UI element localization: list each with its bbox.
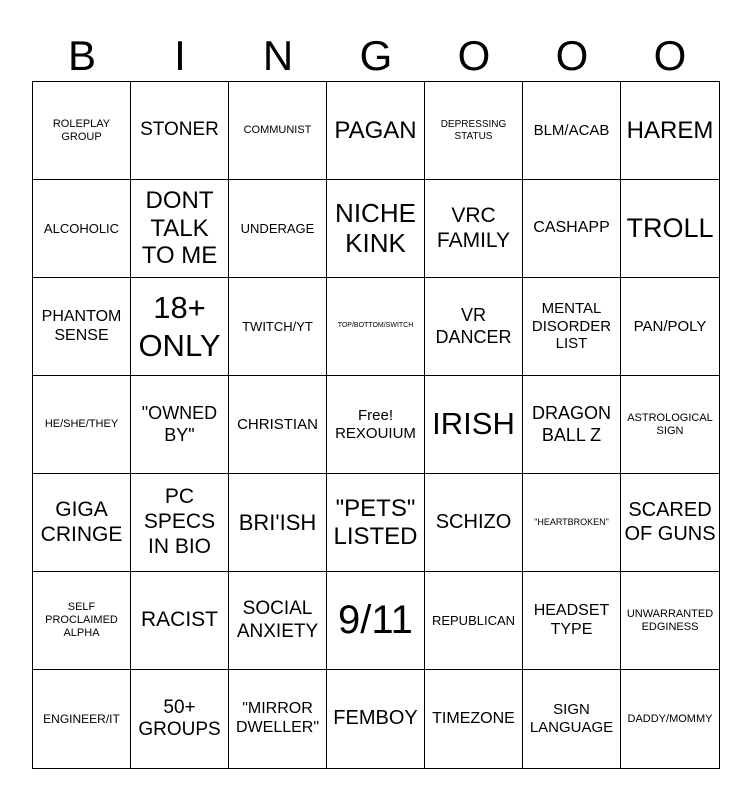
bingo-cell-r1-c1[interactable] (131, 180, 229, 278)
cell-label: ENGINEER/IT (43, 711, 120, 726)
bingo-cell-r2-c6[interactable] (621, 278, 719, 376)
bingo-cell-r6-c6[interactable] (621, 670, 719, 768)
bingo-cell-r6-c1[interactable] (131, 670, 229, 768)
bingo-cell-r1-c2[interactable] (229, 180, 327, 278)
bingo-cell-r3-c5[interactable] (523, 376, 621, 474)
bingo-cell-r5-c6[interactable] (621, 572, 719, 670)
header-letter-o-3: O (653, 32, 687, 79)
bingo-cell-r0-c1[interactable] (131, 82, 229, 180)
cell-label: "MIRROR DWELLER" (235, 700, 320, 736)
bingo-cell-r0-c4[interactable] (425, 82, 523, 180)
bingo-cell-r4-c3[interactable] (327, 474, 425, 572)
cell-label: MENTAL DISORDER LIST (531, 299, 612, 353)
cell-label: PAGAN (334, 116, 417, 144)
bingo-cell-r5-c2[interactable] (229, 572, 327, 670)
cell-label: PHANTOM SENSE (41, 307, 122, 344)
bingo-cell-r1-c3[interactable] (327, 180, 425, 278)
bingo-cell-r3-c2[interactable] (229, 376, 327, 474)
bingo-cell-r3-c4[interactable] (425, 376, 523, 474)
cell-label: SELF PROCLAIMED ALPHA (45, 601, 118, 639)
cell-label: DONT TALK TO ME (141, 187, 218, 270)
bingo-header (33, 30, 719, 82)
bingo-cell-r0-c2[interactable] (229, 82, 327, 180)
bingo-cell-r6-c2[interactable] (229, 670, 327, 768)
cell-label: HAREM (626, 116, 714, 144)
bingo-cell-r6-c3[interactable] (327, 670, 425, 768)
bingo-cell-r5-c4[interactable] (425, 572, 523, 670)
bingo-cell-r4-c4[interactable] (425, 474, 523, 572)
cell-label: CHRISTIAN (237, 415, 318, 433)
header-letter-g: G (359, 32, 393, 79)
bingo-cell-r1-c6[interactable] (621, 180, 719, 278)
header-letter-o-1: O (457, 32, 491, 79)
bingo-cell-r6-c5[interactable] (523, 670, 621, 768)
bingo-cell-r0-c6[interactable] (621, 82, 719, 180)
cell-label: BRI'ISH (238, 509, 317, 535)
bingo-cell-r0-c3[interactable] (327, 82, 425, 180)
cell-label: 18+ ONLY (138, 290, 221, 363)
cell-label: IRISH (432, 406, 515, 442)
cell-label: VR DANCER (435, 305, 512, 347)
cell-label: TROLL (626, 212, 714, 243)
cell-label: DADDY/MOMMY (627, 712, 713, 725)
cell-label: UNDERAGE (240, 220, 315, 236)
bingo-cell-r5-c5[interactable] (523, 572, 621, 670)
cell-label: RACIST (140, 608, 218, 632)
bingo-cell-r2-c3[interactable] (327, 278, 425, 376)
cell-label: 9/11 (338, 597, 413, 642)
header-letter-i: I (174, 32, 186, 79)
cell-label: FEMBOY (333, 707, 418, 730)
cell-label: Free! REXOUIUM (335, 406, 416, 442)
cell-label: ASTROLOGICAL SIGN (627, 411, 713, 437)
bingo-cell-r6-c4[interactable] (425, 670, 523, 768)
cell-label: ROLEPLAY GROUP (52, 117, 111, 143)
bingo-cell-r4-c6[interactable] (621, 474, 719, 572)
cell-label: GIGA CRINGE (40, 497, 123, 546)
cell-label: TOP/BOTTOM/SWITCH (337, 322, 414, 330)
bingo-cell-r1-c5[interactable] (523, 180, 621, 278)
bingo-cell-r2-c4[interactable] (425, 278, 523, 376)
bingo-cell-r2-c0[interactable] (33, 278, 131, 376)
bingo-cell-r1-c0[interactable] (33, 180, 131, 278)
cell-label: COMMUNIST (243, 124, 312, 137)
cell-label: CASHAPP (533, 219, 610, 237)
bingo-cell-r0-c0[interactable] (33, 82, 131, 180)
cell-label: "OWNED BY" (141, 403, 218, 445)
cell-label: SCHIZO (435, 510, 512, 533)
bingo-cell-r5-c1[interactable] (131, 572, 229, 670)
bingo-cell-r5-c3[interactable] (327, 572, 425, 670)
cell-label: HE/SHE/THEY (44, 418, 119, 431)
cell-label: DRAGON BALL Z (531, 403, 611, 445)
cell-label: TIMEZONE (432, 709, 515, 727)
cell-label: BLM/ACAB (533, 121, 610, 139)
cell-label: TWITCH/YT (242, 318, 313, 334)
cell-label: PAN/POLY (633, 317, 707, 335)
bingo-cell-r2-c5[interactable] (523, 278, 621, 376)
cell-label: ALCOHOLIC (43, 220, 120, 236)
cell-label: REPUBLICAN (431, 612, 516, 628)
cell-label: HEADSET TYPE (533, 601, 610, 638)
bingo-cell-r5-c0[interactable] (33, 572, 131, 670)
header-letter-o-2: O (555, 32, 589, 79)
cell-label: SCARED OF GUNS (624, 498, 716, 545)
cell-label: STONER (140, 119, 219, 141)
bingo-cell-r2-c2[interactable] (229, 278, 327, 376)
bingo-cell-r3-c6[interactable] (621, 376, 719, 474)
bingo-cell-r3-c0[interactable] (33, 376, 131, 474)
bingo-cell-r0-c5[interactable] (523, 82, 621, 180)
bingo-cell-r4-c5[interactable] (523, 474, 621, 572)
cell-label: VRC FAMILY (436, 203, 511, 252)
cell-label: UNWARRANTED EDGINESS (626, 607, 714, 633)
cell-label: SOCIAL ANXIETY (236, 598, 319, 642)
header-letter-n: N (262, 32, 294, 79)
bingo-board (32, 81, 720, 769)
cell-label: PC SPECS IN BIO (143, 485, 216, 558)
bingo-cell-r6-c0[interactable] (33, 670, 131, 768)
cell-label: 50+ GROUPS (138, 696, 221, 740)
cell-label: SIGN LANGUAGE (529, 701, 614, 736)
bingo-cell-r3-c1[interactable] (131, 376, 229, 474)
bingo-cell-r3-c3[interactable] (327, 376, 425, 474)
cell-label: DEPRESSING STATUS (440, 118, 507, 142)
bingo-cell-r4-c1[interactable] (131, 474, 229, 572)
bingo-cell-r1-c4[interactable] (425, 180, 523, 278)
bingo-cell-r4-c0[interactable] (33, 474, 131, 572)
bingo-cell-r2-c1[interactable] (131, 278, 229, 376)
bingo-cell-r4-c2[interactable] (229, 474, 327, 572)
header-letter-b: B (67, 32, 96, 79)
cell-label: NICHE KINK (335, 197, 416, 258)
cell-label: "PETS" LISTED (333, 494, 418, 550)
cell-label: "HEARTBROKEN" (534, 517, 609, 528)
